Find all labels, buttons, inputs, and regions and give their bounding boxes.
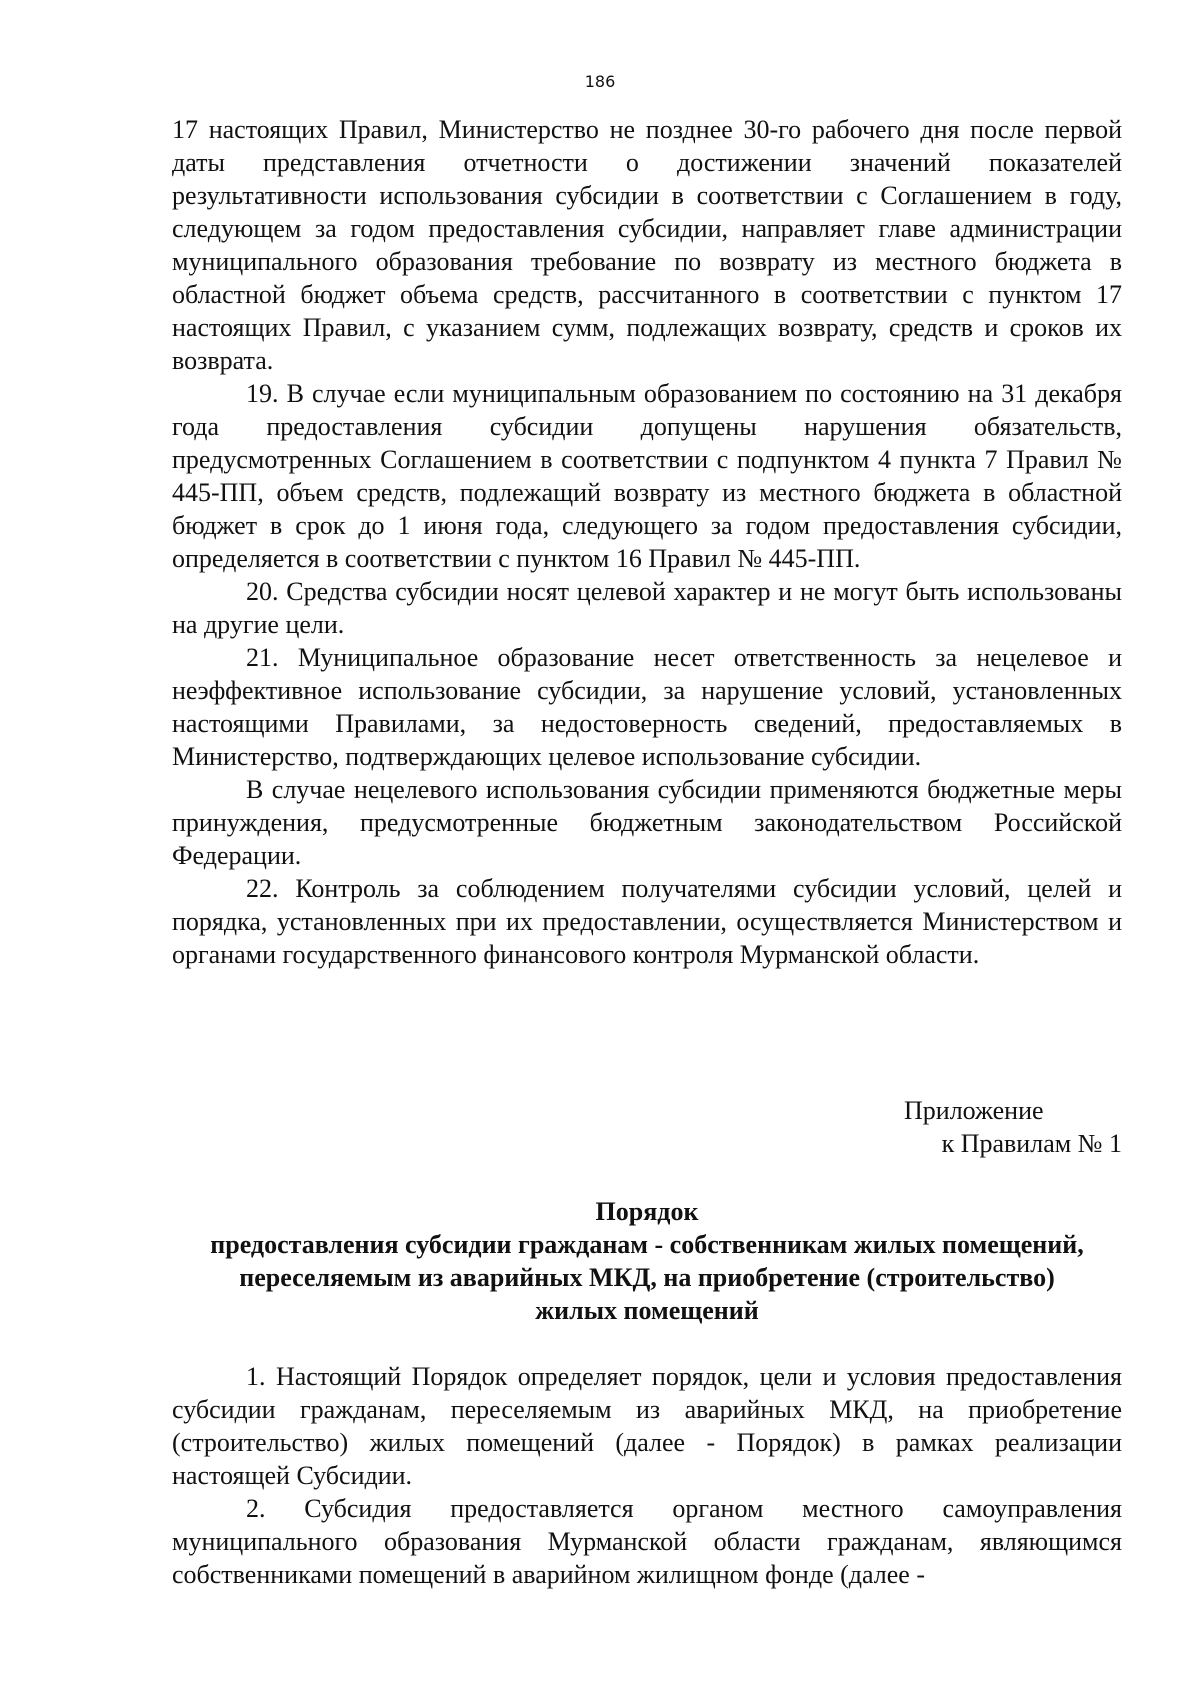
paragraph-20: 20. Средства субсидии носят целевой характер и не могут быть использованы на другие цели. — [172, 577, 1122, 639]
paragraph-2: 2. Субсидия предоставляется органом местного самоуправления муниципального образования Мурманской области гражданам, являющимся собственниками помещений в аварийном жилищном фонде (далее - — [172, 1494, 1122, 1589]
body-text-top — [172, 113, 1122, 971]
paragraph-continuation: 17 настоящих Правил, Министерство не позднее 30-го рабочего дня после первой даты представления отчетности о достижении значений показателей результативности использования субсидии в соответствии с Соглашением в году, следующем за годом предоставления субсидии, направляет главе администрации муниципального образования требование по возврату из местного бюджета в областной бюджет объема средств, рассчитанного в соответствии с пунктом 17 настоящих Правил, с указанием сумм, подлежащих возврату, средств и сроков их возврата. — [172, 115, 1122, 375]
appendix-note — [860, 1094, 1122, 1160]
page-number: 186 — [584, 72, 616, 91]
paragraph-19: 19. В случае если муниципальным образованием по состоянию на 31 декабря года предоставления субсидии допущены нарушения обязательств, предусмотренных Соглашением в соответствии с подпунктом 4 пункта 7 Правил № 445-ПП, объем средств, подлежащий возврату из местного бюджета в областной бюджет в срок до 1 июня года, следующего за годом предоставления субсидии, определяется в соответствии с пунктом 16 Правил № 445-ПП. — [172, 379, 1122, 573]
body-text-bottom — [172, 1360, 1122, 1591]
paragraph-21: 21. Муниципальное образование несет ответственность за нецелевое и неэффективное использование субсидии, за нарушение условий, установленных настоящими Правилами, за недостоверность сведений, предоставляемых в Министерство, подтверждающих целевое использование субсидии. — [172, 643, 1122, 771]
section-title — [172, 1195, 1122, 1327]
appendix-reference: к Правилам № 1 — [941, 1129, 1122, 1158]
section-title-subtitle: предоставления субсидии гражданам - собственникам жилых помещений, переселяемым из аварийных МКД, на приобретение (строительство) жилых помещений — [210, 1230, 1084, 1325]
appendix-label: Приложение — [904, 1096, 1044, 1125]
paragraph-1: 1. Настоящий Порядок определяет порядок, цели и условия предоставления субсидии гражданам, переселяемым из аварийных МКД, на приобретение (строительство) жилых помещений (далее - Порядок) в рамках реализации настоящей Субсидии. — [172, 1362, 1122, 1490]
section-title-main: Порядок — [595, 1197, 699, 1226]
paragraph-21-note: В случае нецелевого использования субсидии применяются бюджетные меры принуждения, предусмотренные бюджетным законодательством Российской Федерации. — [172, 775, 1122, 870]
paragraph-22: 22. Контроль за соблюдением получателями субсидии условий, целей и порядка, установленных при их предоставлении, осуществляется Министерством и органами государственного финансового контроля Мурманской области. — [172, 874, 1122, 969]
